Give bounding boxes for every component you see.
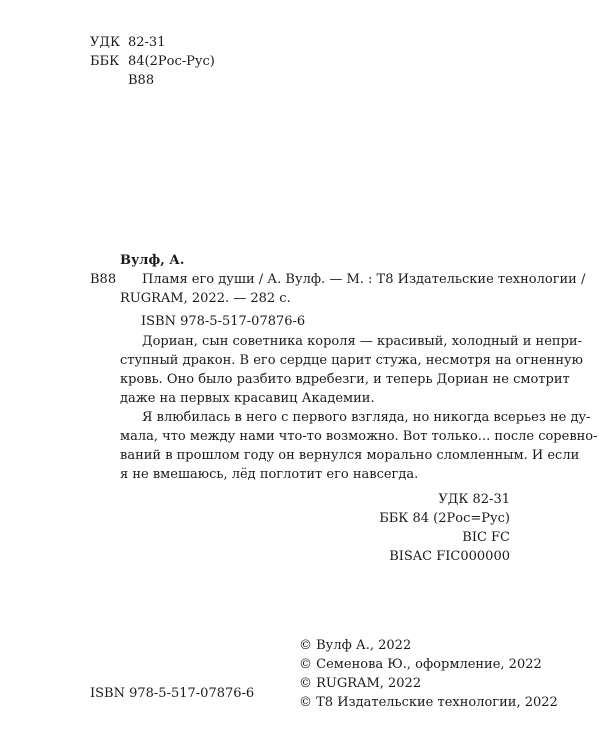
annotation-line: Дориан, сын советника короля — красивый, холодный и непри- (142, 334, 582, 349)
right-code-udk: УДК 82-31 (438, 492, 510, 507)
catalog-isbn: ISBN 978-5-517-07876-6 (141, 314, 306, 329)
top-classification-codes (90, 33, 215, 90)
bottom-isbn: ISBN 978-5-517-07876-6 (90, 686, 255, 701)
annotation-paragraph (120, 332, 583, 408)
annotation-line: даже на первых красавиц Академии. (120, 391, 375, 406)
annotation-line: мала, что между нами что-то возможно. Вот только... после соревно- (120, 429, 598, 444)
annotation-line: ваний в прошлом году он вернулся морально сломленным. И если (120, 448, 580, 463)
author-mark-row (90, 71, 215, 90)
right-code-bbk: ББК 84 (2Рос=Рус) (379, 511, 510, 526)
annotation (120, 332, 598, 484)
copyright-line: © RUGRAM, 2022 (299, 676, 422, 691)
annotation-line: Я влюбилась в него с первого взгляда, но никогда всерьез не ду- (142, 410, 591, 425)
bibliographic-description (120, 270, 586, 308)
copyright-line: © Т8 Издательские технологии, 2022 (299, 695, 558, 710)
right-classification-codes (379, 490, 510, 566)
bbk-value: 84(2Рос-Рус) (128, 54, 215, 69)
udk-value: 82-31 (128, 35, 166, 50)
annotation-paragraph (120, 408, 598, 484)
copyright-block (299, 636, 558, 712)
copyright-line: © Семенова Ю., оформление, 2022 (299, 657, 542, 672)
udk-row (90, 33, 215, 52)
annotation-line: я не вмешаюсь, лёд поглотит его навсегда. (120, 467, 419, 482)
catalog-author: Вулф, А. (120, 253, 185, 268)
annotation-line: ступный дракон. В его сердце царит стужа, несмотря на огненную (120, 353, 583, 368)
bib-line: RUGRAM, 2022. — 282 с. (120, 291, 291, 306)
annotation-line: кровь. Оно было разбито вдребезги, и теперь Дориан не смотрит (120, 372, 570, 387)
udk-label: УДК (90, 35, 121, 50)
author-mark: В88 (128, 73, 155, 88)
bbk-row (90, 52, 215, 71)
right-code-bic: BIC FC (462, 530, 510, 545)
catalog-author-code: В88 (90, 272, 117, 287)
bib-line: Пламя его души / А. Вулф. — М. : Т8 Издательские технологии / (142, 272, 586, 287)
right-code-bisac: BISAC FIC000000 (389, 549, 510, 564)
copyright-line: © Вулф А., 2022 (299, 638, 412, 653)
bbk-label: ББК (90, 54, 120, 69)
